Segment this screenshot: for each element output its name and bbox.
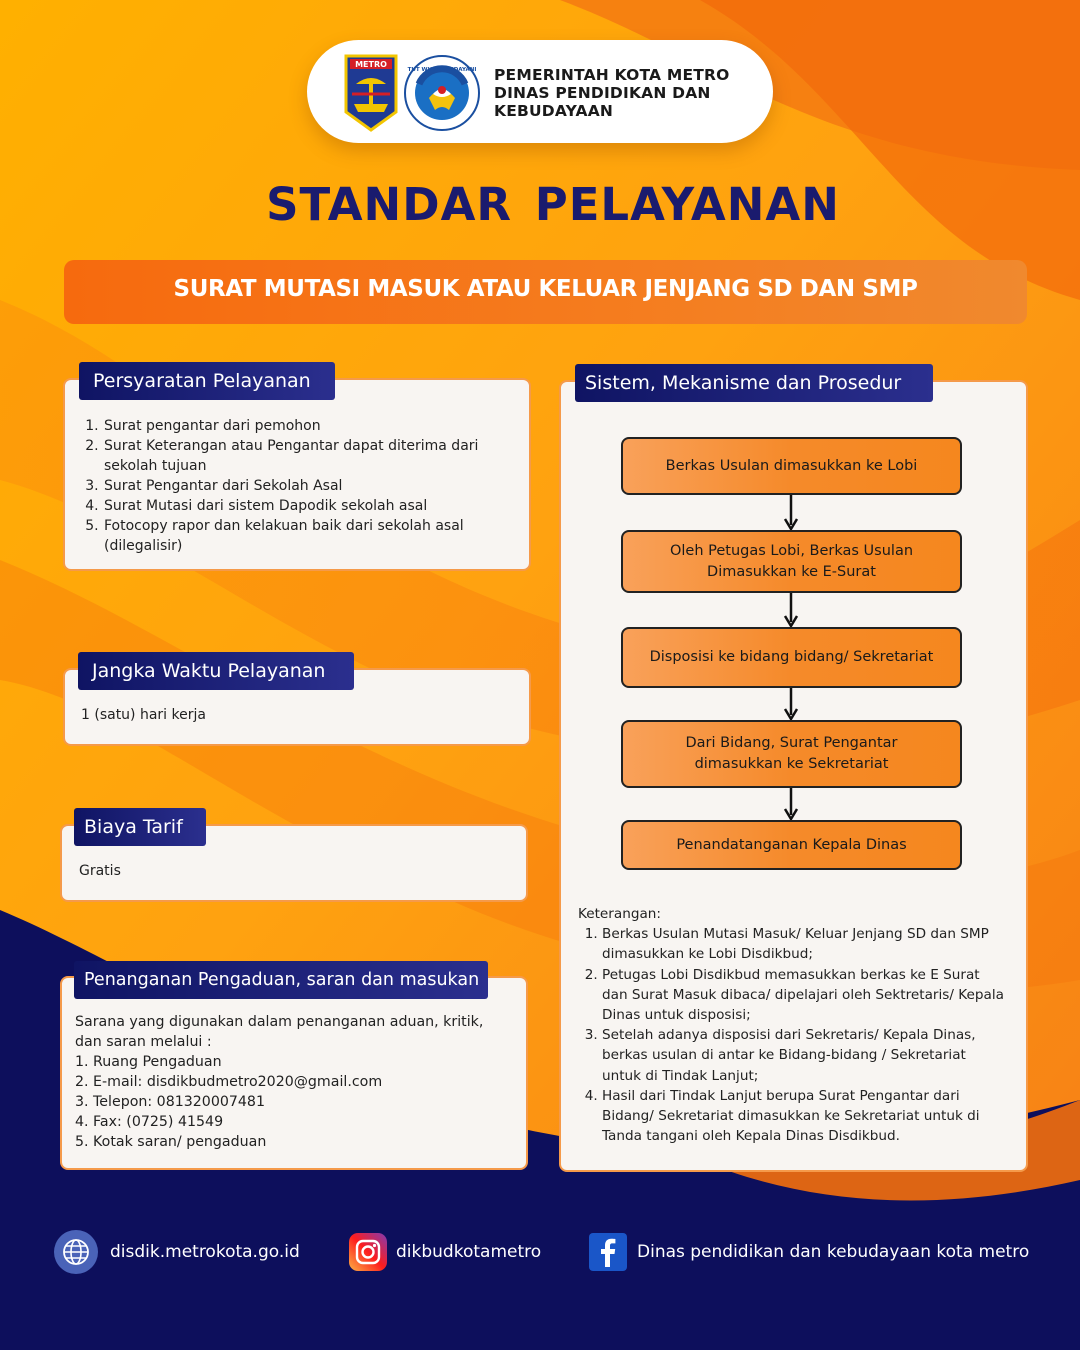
pengaduan-line: dan saran melalui : — [75, 1034, 212, 1050]
arrow-down-icon — [783, 593, 799, 628]
persyaratan-item: 4. Surat Mutasi dari sistem Dapodik sekolah asal — [103, 496, 509, 516]
instagram-text: dikbudkotametro — [396, 1242, 542, 1262]
pengaduan-line: 5. Kotak saran/ pengaduan — [75, 1134, 267, 1150]
footer-facebook[interactable] — [589, 1233, 1029, 1271]
pengaduan-line: 1. Ruang Pengaduan — [75, 1054, 222, 1070]
footer-instagram[interactable] — [349, 1233, 541, 1271]
prosedur-notes — [578, 904, 1008, 1146]
metro-logo-icon — [344, 54, 398, 132]
org-name — [494, 66, 764, 120]
note-item: 2. Petugas Lobi Disdikbud memasukkan berkas ke E Surat dan Surat Masuk dibaca/ dipelajari oleh Sektretaris/ Kepala Dinas untuk disposisi; — [602, 965, 1008, 1026]
tut-wuri-handayani-logo-icon — [403, 54, 481, 132]
org-line-3: KEBUDAYAAN — [494, 102, 614, 120]
pengaduan-line: Sarana yang digunakan dalam penanganan aduan, kritik, — [75, 1014, 484, 1030]
flow-step: Disposisi ke bidang bidang/ Sekretariat — [621, 627, 962, 688]
persyaratan-item: 3. Surat Pengantar dari Sekolah Asal — [103, 476, 509, 496]
globe-icon — [54, 1230, 98, 1274]
jangka-waktu-heading: Jangka Waktu Pelayanan — [78, 652, 354, 690]
biaya-value: Gratis — [79, 863, 121, 879]
prosedur-heading: Sistem, Mekanisme dan Prosedur — [575, 364, 933, 402]
arrow-down-icon — [783, 495, 799, 531]
instagram-icon — [349, 1233, 387, 1271]
flow-step: Penandatanganan Kepala Dinas — [621, 820, 962, 870]
website-text: disdik.metrokota.go.id — [110, 1242, 300, 1262]
persyaratan-item: 2. Surat Keterangan atau Pengantar dapat diterima dari sekolah tujuan — [103, 436, 509, 476]
footer-website[interactable] — [54, 1230, 300, 1274]
arrow-down-icon — [783, 688, 799, 721]
org-line-2: DINAS PENDIDIKAN DAN — [494, 84, 711, 102]
svg-text:METRO: METRO — [355, 60, 387, 69]
page-title: STANDAR PELAYANAN — [266, 178, 840, 231]
note-item: 3. Setelah adanya disposisi dari Sekretaris/ Kepala Dinas, berkas usulan di antar ke Bidang-bidang / Sekretariat untuk di Tindak Lanjut; — [602, 1025, 1008, 1086]
svg-text:TUT WURI HANDAYANI: TUT WURI HANDAYANI — [407, 67, 477, 73]
pengaduan-fax: 4. Fax: (0725) 41549 — [75, 1114, 224, 1130]
note-item: 4. Hasil dari Tindak Lanjut berupa Surat Pengantar dari Bidang/ Sekretariat dimasukkan ke Sekretariat untuk di Tanda tangani oleh Kepala Dinas Disdikbud. — [602, 1086, 1008, 1147]
flow-step: Dari Bidang, Surat Pengantar dimasukkan ke Sekretariat — [621, 720, 962, 788]
org-line-1: PEMERINTAH KOTA METRO — [494, 66, 730, 84]
page-subtitle: SURAT MUTASI MASUK ATAU KELUAR JENJANG SD DAN SMP — [173, 276, 918, 302]
biaya-heading: Biaya Tarif — [74, 808, 206, 846]
note-item: 1. Berkas Usulan Mutasi Masuk/ Keluar Jenjang SD dan SMP dimasukkan ke Lobi Disdikbud; — [602, 924, 1008, 964]
notes-title: Keterangan: — [578, 906, 661, 922]
flow-step: Oleh Petugas Lobi, Berkas Usulan Dimasukkan ke E-Surat — [621, 530, 962, 593]
jangka-waktu-value: 1 (satu) hari kerja — [81, 707, 206, 723]
pengaduan-phone: 3. Telepon: 081320007481 — [75, 1094, 265, 1110]
arrow-down-icon — [783, 788, 799, 821]
persyaratan-heading: Persyaratan Pelayanan — [79, 362, 335, 400]
facebook-icon — [589, 1233, 627, 1271]
pengaduan-text — [75, 1012, 525, 1152]
pengaduan-heading: Penanganan Pengaduan, saran dan masukan — [74, 961, 488, 999]
pengaduan-email: 2. E-mail: disdikbudmetro2020@gmail.com — [75, 1074, 383, 1090]
persyaratan-item: 5. Fotocopy rapor dan kelakuan baik dari sekolah asal (dilegalisir) — [103, 516, 509, 556]
flow-step: Berkas Usulan dimasukkan ke Lobi — [621, 437, 962, 495]
facebook-text: Dinas pendidikan dan kebudayaan kota metro — [637, 1242, 1030, 1262]
persyaratan-item: 1. Surat pengantar dari pemohon — [103, 416, 509, 436]
persyaratan-list — [79, 416, 509, 556]
